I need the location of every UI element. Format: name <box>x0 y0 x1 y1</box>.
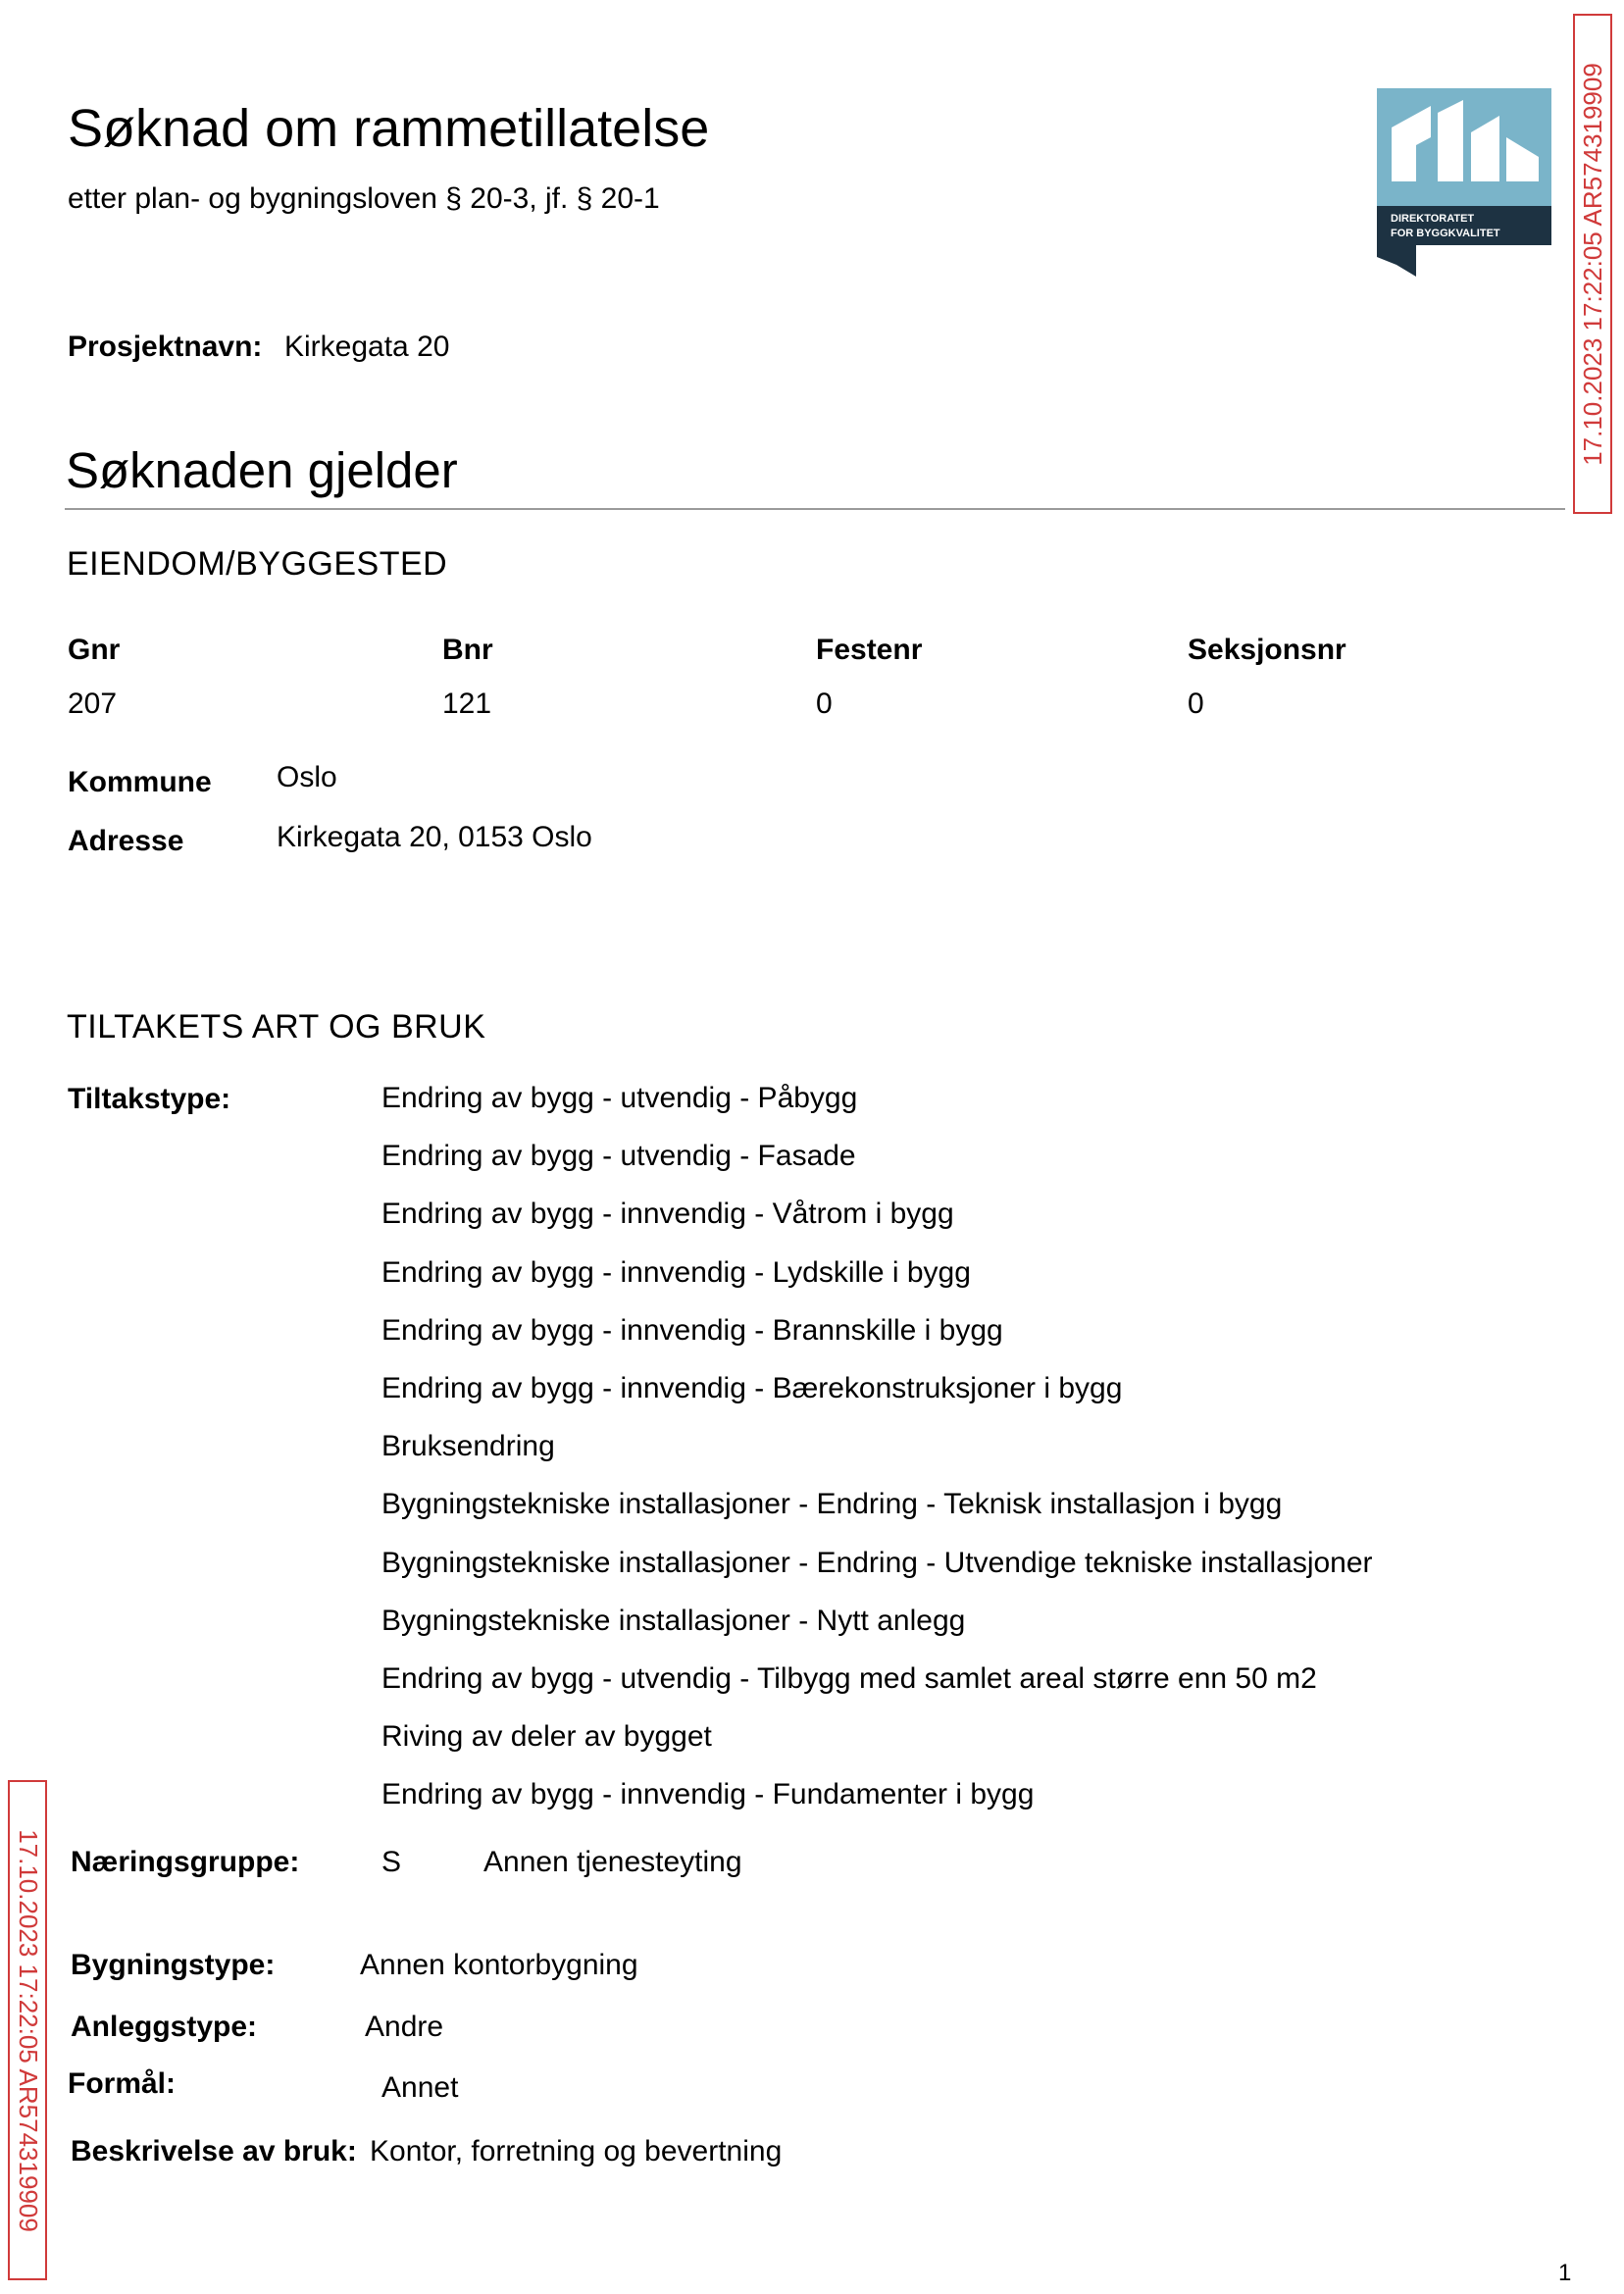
festenr-value: 0 <box>816 688 833 720</box>
festenr-label: Festenr <box>816 634 923 666</box>
stamp-text: 17.10.2023 17:22:05 AR574319909 <box>13 1828 43 2232</box>
tiltakstype-item: Endring av bygg - utvendig - Påbygg <box>381 1082 858 1114</box>
property-heading: EIENDOM/BYGGESTED <box>67 545 448 583</box>
tiltakstype-item: Endring av bygg - innvendig - Våtrom i bygg <box>381 1198 954 1231</box>
naeringsgruppe-code: S <box>381 1846 402 1878</box>
gnr-label: Gnr <box>68 634 121 666</box>
adresse-value: Kirkegata 20, 0153 Oslo <box>277 821 592 853</box>
tiltakstype-item: Endring av bygg - innvendig - Brannskille i bygg <box>381 1313 1003 1347</box>
beskrivelse-value: Kontor, forretning og bevertning <box>370 2135 783 2167</box>
tiltakstype-item: Bruksendring <box>381 1430 555 1463</box>
section-title: Søknaden gjelder <box>66 442 458 498</box>
timestamp-stamp-left <box>8 1780 47 2280</box>
tiltakstype-item: Bygningstekniske installasjoner - Endring - Teknisk installasjon i bygg <box>381 1488 1283 1521</box>
naeringsgruppe-value: Annen tjenesteyting <box>483 1846 742 1878</box>
anleggstype-value: Andre <box>365 2011 444 2043</box>
seksjonsnr-value: 0 <box>1188 688 1204 720</box>
stamp-text: 17.10.2023 17:22:05 AR574319909 <box>1577 62 1607 466</box>
beskrivelse-label: Beskrivelse av bruk: <box>71 2135 357 2167</box>
tiltakstype-item: Bygningstekniske installasjoner - Nytt anlegg <box>381 1604 966 1637</box>
project-label: Prosjektnavn: <box>68 331 263 363</box>
logo-line-1: DIREKTORATET <box>1391 213 1475 225</box>
page-number: 1 <box>1558 2260 1572 2286</box>
formaal-value: Annet <box>381 2071 459 2104</box>
seksjonsnr-label: Seksjonsnr <box>1188 634 1346 666</box>
bygningstype-label: Bygningstype: <box>71 1949 276 1981</box>
tiltak-heading: TILTAKETS ART OG BRUK <box>67 1008 486 1045</box>
bygningstype-value: Annen kontorbygning <box>360 1949 638 1981</box>
tiltakstype-item: Endring av bygg - utvendig - Tilbygg med samlet areal større enn 50 m2 <box>381 1661 1317 1695</box>
timestamp-stamp-right <box>1573 14 1612 514</box>
gnr-value: 207 <box>68 688 118 720</box>
tiltakstype-item: Endring av bygg - innvendig - Fundamenter i bygg <box>381 1778 1035 1811</box>
adresse-label: Adresse <box>68 825 184 857</box>
section-divider <box>65 508 1565 510</box>
document-title: Søknad om rammetillatelse <box>68 99 710 158</box>
kommune-value: Oslo <box>277 761 337 793</box>
naeringsgruppe-label: Næringsgruppe: <box>71 1846 300 1878</box>
tiltakstype-item: Endring av bygg - innvendig - Lydskille i bygg <box>381 1255 971 1289</box>
tiltakstype-label: Tiltakstype: <box>68 1083 231 1115</box>
formaal-label: Formål: <box>68 2067 177 2100</box>
tiltakstype-item: Riving av deler av bygget <box>381 1720 712 1754</box>
tiltakstype-item: Endring av bygg - utvendig - Fasade <box>381 1140 856 1173</box>
tiltakstype-item: Endring av bygg - innvendig - Bærekonstruksjoner i bygg <box>381 1371 1123 1404</box>
project-value: Kirkegata 20 <box>284 331 450 363</box>
anleggstype-label: Anleggstype: <box>71 2011 258 2043</box>
dibk-logo <box>1377 88 1551 277</box>
tiltakstype-item: Bygningstekniske installasjoner - Endring - Utvendige tekniske installasjoner <box>381 1546 1373 1579</box>
logo-line-2: FOR BYGGKVALITET <box>1391 228 1500 239</box>
document-subtitle: etter plan- og bygningsloven § 20-3, jf. § 20-1 <box>68 182 660 215</box>
bnr-value: 121 <box>442 688 492 720</box>
bnr-label: Bnr <box>442 634 493 666</box>
tiltakstype-list <box>381 1079 1373 1833</box>
kommune-label: Kommune <box>68 766 212 798</box>
